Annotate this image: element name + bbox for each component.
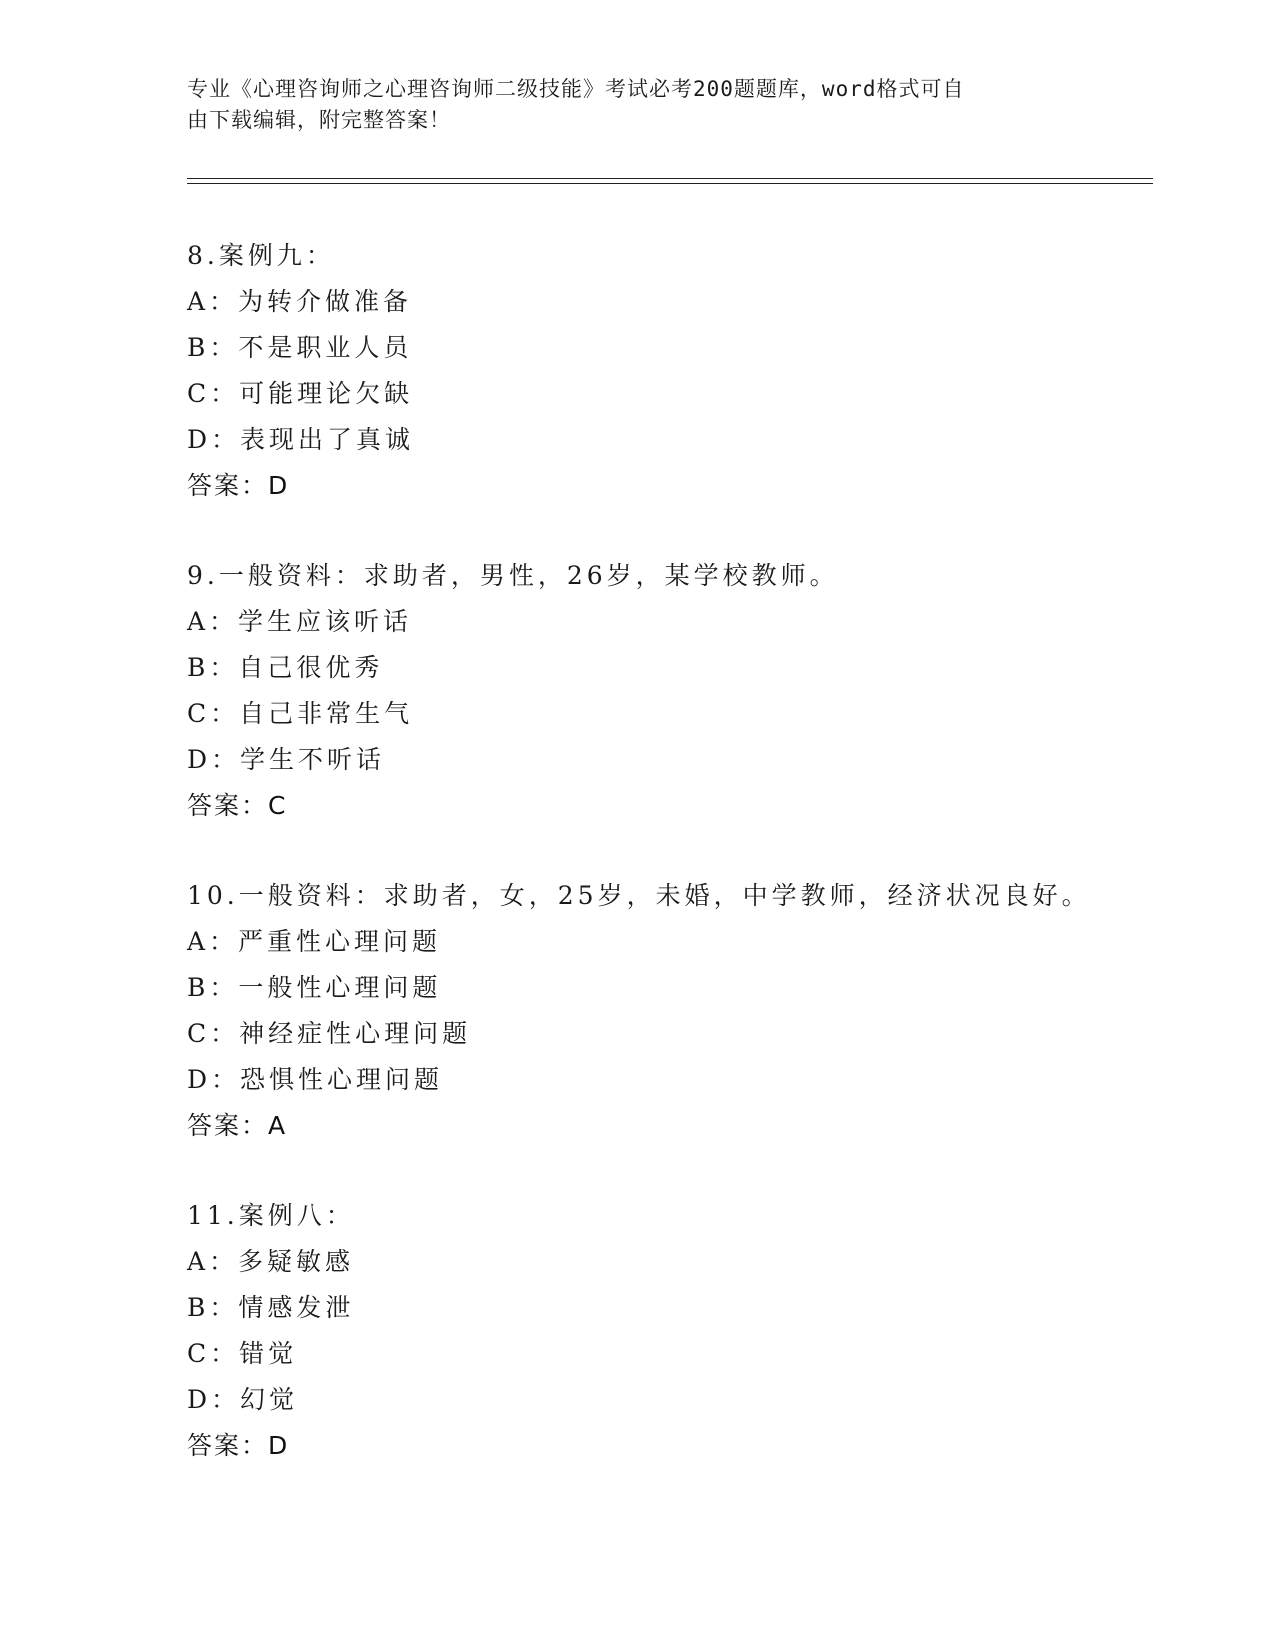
option-d: D：幻觉 — [187, 1385, 299, 1414]
question-10 — [187, 873, 1147, 1149]
option-a: A：多疑敏感 — [187, 1247, 355, 1276]
header-line-2: 由下载编辑，附完整答案！ — [187, 108, 451, 132]
option-c: C：神经症性心理问题 — [187, 1019, 472, 1048]
header-divider-top — [187, 178, 1153, 179]
option-c: C：错觉 — [187, 1339, 298, 1368]
option-b: B：情感发泄 — [187, 1293, 355, 1322]
option-a: A：严重性心理问题 — [187, 927, 442, 956]
option-d: D：表现出了真诚 — [187, 425, 415, 454]
answer-line: 答案：C — [187, 791, 288, 820]
option-b: B：不是职业人员 — [187, 333, 413, 362]
option-c: C：自己非常生气 — [187, 699, 414, 728]
question-8 — [187, 233, 1147, 509]
answer-line: 答案：A — [187, 1111, 288, 1140]
option-d: D：学生不听话 — [187, 745, 386, 774]
header-line-1: 专业《心理咨询师之心理咨询师二级技能》考试必考200题题库，word格式可自 — [187, 77, 965, 101]
option-c: C：可能理论欠缺 — [187, 379, 414, 408]
option-a: A：为转介做准备 — [187, 287, 413, 316]
question-stem: 9.一般资料：求助者，男性，26岁，某学校教师。 — [187, 561, 839, 590]
header-divider-bottom — [187, 183, 1153, 184]
option-b: B：自己很优秀 — [187, 653, 384, 682]
option-d: D：恐惧性心理问题 — [187, 1065, 444, 1094]
option-b: B：一般性心理问题 — [187, 973, 442, 1002]
question-11 — [187, 1193, 1147, 1469]
document-header — [187, 74, 1077, 136]
answer-line: 答案：D — [187, 1431, 290, 1460]
question-9 — [187, 553, 1147, 829]
question-stem: 11.案例八： — [187, 1201, 355, 1230]
answer-line: 答案：D — [187, 471, 290, 500]
option-a: A：学生应该听话 — [187, 607, 413, 636]
question-stem: 8.案例九： — [187, 241, 335, 270]
question-stem: 10.一般资料：求助者，女，25岁，未婚，中学教师，经济状况良好。 — [187, 881, 1091, 910]
